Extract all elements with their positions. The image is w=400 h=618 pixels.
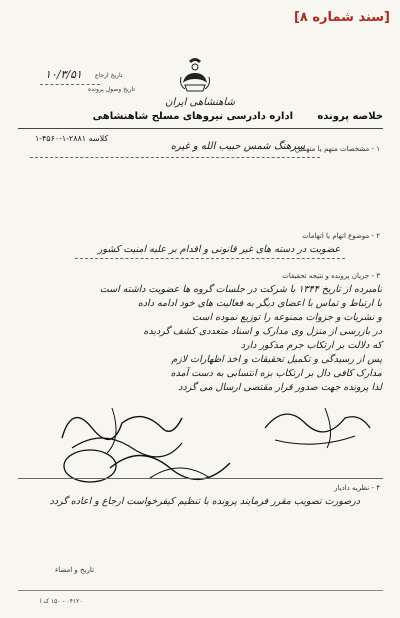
signature-center <box>60 438 240 488</box>
prosecutor-opinion-value: درصورت تصویب مقرر فرمایند پرونده با تنظیم کیفرخواست ارجاع و اعاده گردد <box>49 496 360 507</box>
body-line-8: لذا پرونده جهت صدور قرار مقتضی ارسال می گردد <box>178 382 382 393</box>
accused-label: ۱ - مشخصات متهم یا متهمین <box>294 145 380 153</box>
form-header <box>18 111 383 127</box>
body-line-2: با ارتباط و تماس با اعضای دیگر به فعالیت های خود ادامه داده <box>137 298 382 309</box>
case-number: کلاسه ۲۸۸۱-۱-۴۵۶۰-۱ <box>35 134 109 143</box>
header-divider <box>18 128 383 129</box>
prosecutor-opinion-label: ۴ - نظریه دادیار <box>334 484 380 492</box>
lion-and-sun-emblem-icon <box>175 55 215 97</box>
body-line-5: که دلالت بر ارتکاب جرم مذکور دارد <box>240 340 382 351</box>
signature-label: تاریخ و امضاء <box>55 566 94 574</box>
proceedings-label: ۳ - جریان پرونده و نتیجه تحقیقات <box>282 272 380 280</box>
receipt-date-label: تاریخ وصول پرونده <box>88 86 136 93</box>
body-line-3: و نشریات و جزوات ممنوعه را توزیع نموده است <box>192 312 382 323</box>
date-value: ۱۰/۳/۵۱ <box>45 68 82 81</box>
body-line-1: نامبرده از تاریخ ۱۳۴۴ با شرکت در جلسات گروه ها عضویت داشته است <box>99 284 382 295</box>
body-line-6: پس از رسیدگی و تکمیل تحقیقات و اخذ اظهارات لازم <box>171 354 382 365</box>
body-line-4: در بازرسی از منزل وی مدارک و اسناد متعددی کشف گردیده <box>143 326 382 337</box>
accused-value: سرهنگ شمس حبیب الله و غیره <box>170 141 305 152</box>
date-underline <box>40 84 100 85</box>
date-label: تاریخ ارجاع <box>95 72 123 79</box>
body-line-7: مدارک کافی دال بر ارتکاب بزه انتسابی به دست آمده <box>170 368 382 379</box>
signature-right <box>255 398 375 453</box>
document-number-label: [سند شماره ۸] <box>293 10 390 25</box>
form-title: خلاصه پرونده <box>317 111 383 122</box>
charge-label: ۲ - موضوع اتهام یا اتهامات <box>302 232 380 240</box>
footer-code: ۰۴۱۲۰ - ۱۵۰ ک ا <box>40 598 83 605</box>
office-title: اداره دادرسی نیروهای مسلح شاهنشاهی <box>92 111 293 122</box>
organization-title: شاهنشاهی ایران <box>165 97 235 108</box>
row1-line <box>30 157 320 158</box>
charge-value: عضویت در دسته های غیر قانونی و اقدام بر علیه امنیت کشور <box>97 244 340 255</box>
row4-divider <box>18 478 383 479</box>
footer-divider <box>18 590 383 591</box>
row2-line <box>75 258 345 259</box>
